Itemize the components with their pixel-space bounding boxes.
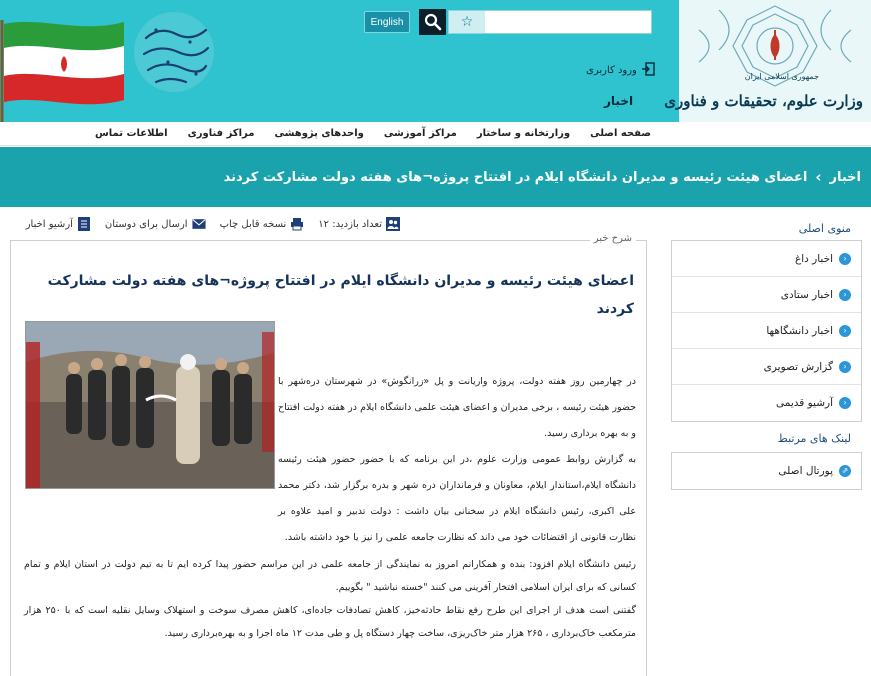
article-paragraph: در چهارمین روز هفته دولت، پروژه واریانت و پل «زرانگوش» در شهرستان دره‌شهر با حضور هیئت رئیسه ، برخی مدیران و اعضای هیئت علمی دانشگاه ایلام در هفته دولت افتتاح و به بهره برداری رسید. <box>278 376 636 439</box>
printer-icon <box>290 217 304 231</box>
article-paragraph: به گزارش روابط عمومی وزارت علوم ،در این برنامه که با حضور حضور هیئت رئیسه دانشگاه ایلام،استاندار ایلام، معاونان و فرمانداران دره شهر و بدره برگزار شد، دکتر محمد علی اکبری، رئیس دانشگاه ایلام در سخنانی بیان داشت : دولت تدبیر و امید علاوه بر نظارت قانونی از اقتضائات خود می داند که نظارت جامعه علمی را نیز یا خود داشته باشد. <box>278 454 636 543</box>
article-toolbar <box>20 214 400 234</box>
nav-item-research[interactable]: واحدهای پژوهشی <box>274 128 364 139</box>
article-paragraph: گفتنی است هدف از اجرای این طرح رفع نقاط حادثه‌خیز، کاهش تصادفات جاده‌ای، کاهش مصرف سوخت و استهلاک وسایل نقلیه است که با ۲۵۰ هزار مترمکعب خاک‌برداری ، ۲۶۵ هزار متر خاک‌ریزی، ساخت چهار دستگاه پل و طی مدت ۱۲ ماه اجرا و به بهره‌برداری رسید. <box>24 605 636 639</box>
envelope-icon <box>192 217 206 231</box>
breadcrumb-news[interactable]: اخبار <box>829 169 861 185</box>
calligraphy-logo <box>126 8 221 98</box>
search-input[interactable] <box>485 11 651 33</box>
section-title: اخبار <box>604 94 634 108</box>
print-button[interactable] <box>220 217 305 231</box>
menu-item-label: اخبار ستادی <box>780 288 833 301</box>
bullet-icon: ‹ <box>839 397 851 409</box>
nav-item-home[interactable]: صفحه اصلی <box>590 128 651 139</box>
nav-item-contact[interactable]: اطلاعات تماس <box>95 128 168 139</box>
archive-label: آرشیو اخبار <box>25 218 73 230</box>
nav-item-education[interactable]: مراکز آموزشی <box>383 128 457 139</box>
bullet-icon: ‹ <box>839 361 851 373</box>
article-photo[interactable] <box>25 321 275 489</box>
menu-item-hot-news[interactable] <box>672 241 861 277</box>
menu-item-photo-report[interactable] <box>672 349 861 385</box>
visits-label: تعداد بازدید: ۱۲ <box>318 218 382 230</box>
menu-item-label: آرشیو قدیمی <box>776 397 833 409</box>
login-label: ورود کاربری <box>586 65 637 76</box>
english-language-button[interactable]: English <box>364 11 410 33</box>
nav-item-technology[interactable]: مراکز فناوری <box>187 128 255 139</box>
article-body-wide <box>24 553 636 645</box>
ministry-title: وزارت علوم، تحقیقات و فناوری <box>664 92 863 110</box>
favorite-star-icon[interactable]: ☆ <box>449 11 485 33</box>
menu-item-label: گزارش تصویری <box>763 360 833 373</box>
visits-count <box>318 217 400 231</box>
search-icon <box>424 13 442 31</box>
users-icon <box>386 217 400 231</box>
login-link[interactable] <box>586 62 655 79</box>
page-title: اعضای هیئت رئیسه و مدیران دانشگاه ایلام در افتتاح پروژه¬های هفته دولت مشارکت کردند <box>223 169 808 185</box>
search-box <box>448 10 652 34</box>
login-icon <box>641 62 655 79</box>
send-to-friends-button[interactable] <box>105 217 206 231</box>
breadcrumb-chevron-icon: › <box>815 168 822 186</box>
site-header <box>0 0 871 122</box>
main-nav <box>0 122 871 146</box>
link-label: پورتال اصلی <box>778 465 833 477</box>
ministry-subtitle: جمهوری اسلامی ایران <box>744 72 819 81</box>
bullet-icon: ‹ <box>839 253 851 265</box>
menu-item-label: اخبار داغ <box>794 252 833 265</box>
article-panel <box>10 233 647 676</box>
panel-label: شرح خبر <box>590 233 636 244</box>
ministry-logo[interactable] <box>664 0 871 122</box>
link-icon: ⇗ <box>839 465 851 477</box>
send-label: ارسال برای دوستان <box>104 218 188 230</box>
menu-item-old-archive[interactable] <box>672 385 861 421</box>
link-main-portal[interactable] <box>672 453 861 489</box>
page-title-bar <box>0 147 871 207</box>
nav-item-ministry[interactable]: وزارتخانه و ساختار <box>476 128 571 139</box>
print-label: نسخه قابل چاپ <box>219 218 287 230</box>
iran-flag-image <box>0 16 132 122</box>
main-menu-heading: منوی اصلی <box>798 222 851 235</box>
menu-item-university-news[interactable] <box>672 313 861 349</box>
main-menu <box>671 240 862 422</box>
menu-item-staff-news[interactable] <box>672 277 861 313</box>
related-links <box>671 452 862 490</box>
search-button[interactable] <box>419 9 446 35</box>
archive-icon <box>77 217 91 231</box>
bullet-icon: ‹ <box>839 325 851 337</box>
menu-item-label: اخبار دانشگاهها <box>766 324 833 337</box>
article-body-narrow <box>278 369 636 551</box>
news-archive-button[interactable] <box>26 217 91 231</box>
article-paragraph: رئیس دانشگاه ایلام افزود: بنده و همکارانم امروز به نمایندگی از جامعه علمی در این مراسم حضور پیدا کرده ایم تا به تیم دولت در استان ایلام و تمام کسانی که برای ایران اسلامی افتخار آفرینی می کنند "خسته نباشید " بگوییم. <box>24 559 636 593</box>
bullet-icon: ‹ <box>839 289 851 301</box>
article-title: اعضای هیئت رئیسه و مدیران دانشگاه ایلام در افتتاح پروژه¬های هفته دولت مشارکت کردند <box>47 273 634 317</box>
related-links-heading: لینک های مرتبط <box>777 432 851 445</box>
